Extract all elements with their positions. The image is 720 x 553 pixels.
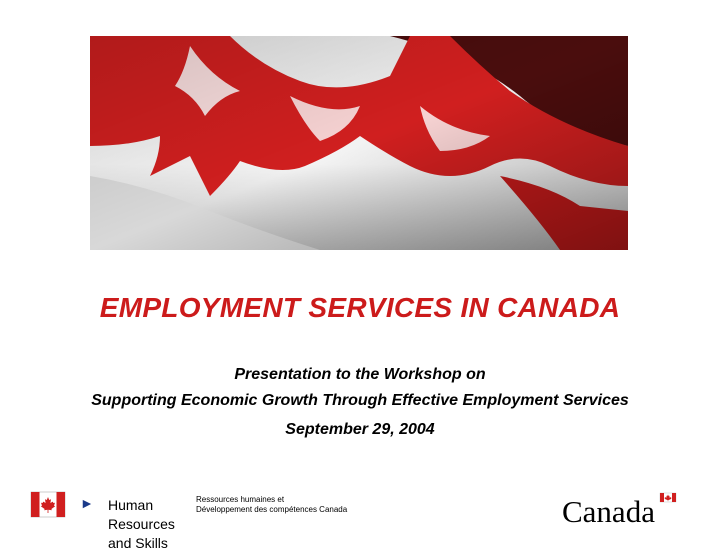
department-name-fr (196, 495, 366, 515)
canada-flag-icon (31, 492, 65, 517)
department-en-line-3: and Skills (108, 535, 168, 551)
canada-wordmark-logo (562, 492, 680, 529)
presentation-date: September 29, 2004 (285, 421, 435, 438)
department-en-line-2: Resources (108, 516, 175, 532)
department-name-en (108, 496, 198, 551)
triangle-right-icon: ► (80, 495, 94, 511)
subtitle-line-2: Supporting Economic Growth Through Effective Employment Services (91, 392, 629, 409)
department-fr-line-1: Ressources humaines et (196, 495, 285, 504)
department-fr-line-2: Développement des compétences Canada (196, 505, 348, 514)
canada-wordmark-text: Canada (562, 494, 655, 529)
department-en-line-1: Human (108, 497, 154, 513)
subtitle-line-1: Presentation to the Workshop on (234, 366, 486, 383)
slide-title: EMPLOYMENT SERVICES IN CANADA (99, 292, 621, 323)
hero-flag-image (90, 36, 628, 250)
